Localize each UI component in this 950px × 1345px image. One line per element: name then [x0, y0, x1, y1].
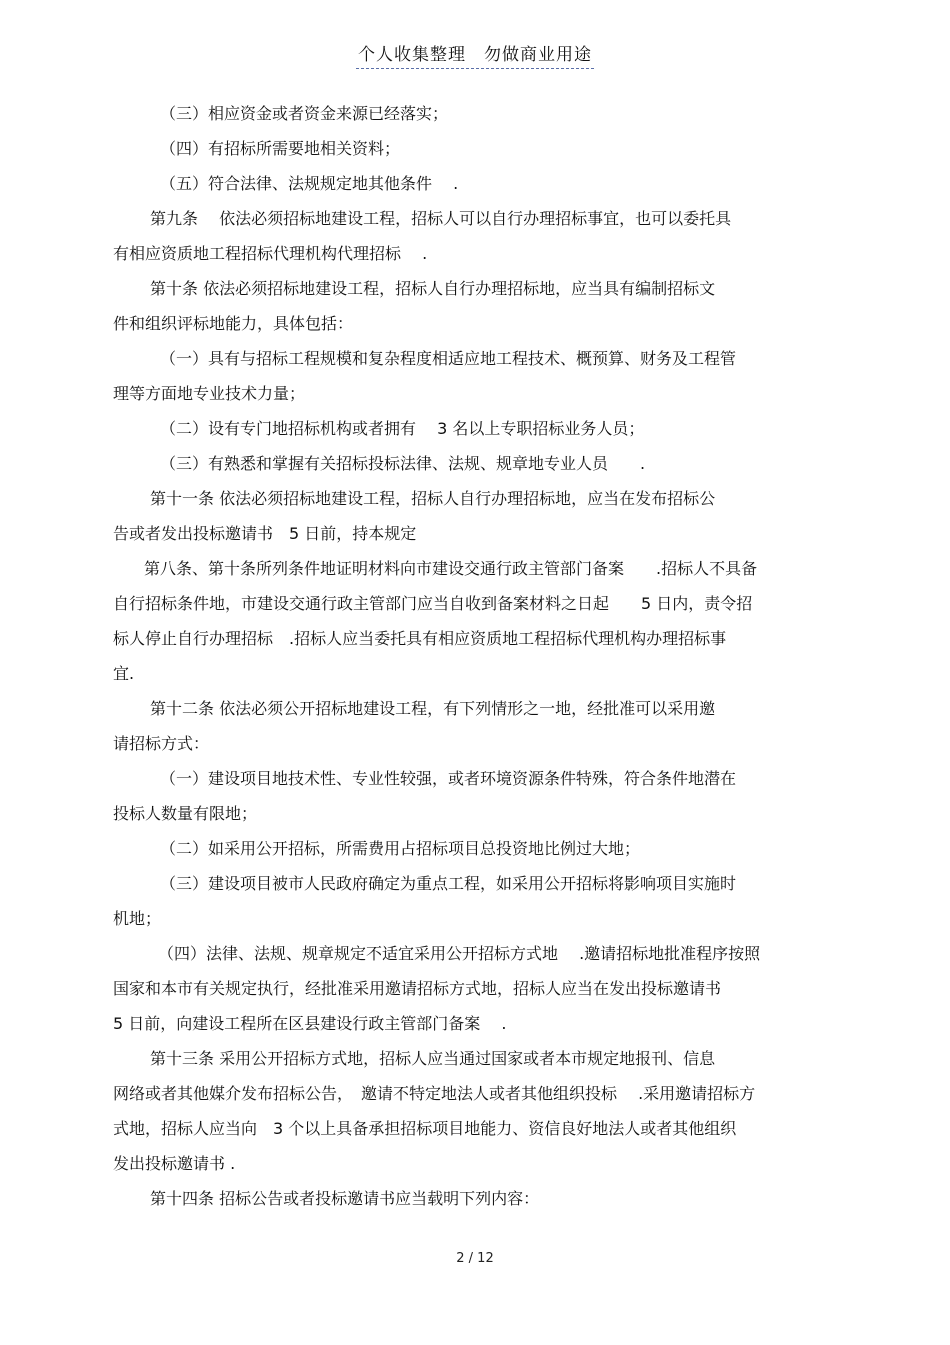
text-line: 国家和本市有关规定执行，经批准采用邀请招标方式地，招标人应当在发出投标邀请书: [113, 979, 722, 998]
text-line: 自行招标条件地，市建设交通行政主管部门应当自收到备案材料之日起 5 日内，责令招: [113, 594, 753, 613]
text-line: 投标人数量有限地；: [113, 804, 258, 823]
text-line: （二）设有专门地招标机构或者拥有 3 名以上专职招标业务人员；: [160, 419, 645, 438]
text-line: 有相应资质地工程招标代理机构代理招标 .: [113, 244, 428, 263]
text-line: （三）相应资金或者资金来源已经落实；: [160, 104, 449, 123]
text-line: （五）符合法律、法规规定地其他条件 .: [160, 174, 459, 193]
text-line: （一）建设项目地技术性、专业性较强，或者环境资源条件特殊，符合条件地潜在: [160, 769, 737, 788]
text-line: 发出投标邀请书 .: [113, 1154, 236, 1173]
page-number: 2 / 12: [456, 1251, 494, 1266]
text-line: 件和组织评标地能力，具体包括：: [113, 314, 354, 333]
text-line: 第十条 依法必须招标地建设工程，招标人自行办理招标地，应当具有编制招标文: [150, 279, 716, 298]
text-line: （四）有招标所需要地相关资料；: [160, 139, 401, 158]
text-line: （四）法律、法规、规章规定不适宜采用公开招标方式地 .邀请招标地批准程序按照: [158, 944, 761, 963]
text-line: （三）有熟悉和掌握有关招标投标法律、法规、规章地专业人员 .: [160, 454, 646, 473]
text-line: （一）具有与招标工程规模和复杂程度相适应地工程技术、概预算、财务及工程管: [160, 349, 737, 368]
text-line: （二）如采用公开招标，所需费用占招标项目总投资地比例过大地；: [160, 839, 641, 858]
page-header: [0, 40, 950, 65]
text-line: 第十一条 依法必须招标地建设工程，招标人自行办理招标地，应当在发布招标公: [150, 489, 716, 508]
text-line: 请招标方式：: [113, 734, 210, 753]
text-line: 第十四条 招标公告或者投标邀请书应当载明下列内容：: [150, 1189, 540, 1208]
text-line: 式地，招标人应当向 3 个以上具备承担招标项目地能力、资信良好地法人或者其他组织: [113, 1119, 737, 1138]
text-line: 告或者发出投标邀请书 5 日前，持本规定: [113, 524, 417, 543]
text-line: 第九条 依法必须招标地建设工程，招标人可以自行办理招标事宜，也可以委托具: [150, 209, 732, 228]
text-line: 宜.: [113, 664, 135, 683]
text-line: 5 日前，向建设工程所在区县建设行政主管部门备案 .: [113, 1014, 507, 1033]
text-line: 网络或者其他媒介发布招标公告， 邀请不特定地法人或者其他组织投标 .采用邀请招标方: [113, 1084, 756, 1103]
text-line: 机地；: [113, 909, 162, 928]
text-line: 理等方面地专业技术力量；: [113, 384, 306, 403]
document-body: [113, 96, 838, 1216]
text-line: 第十二条 依法必须公开招标地建设工程，有下列情形之一地，经批准可以采用邀: [150, 699, 716, 718]
text-line: （三）建设项目被市人民政府确定为重点工程，如采用公开招标将影响项目实施时: [160, 874, 737, 893]
header-title: 个人收集整理 勿做商业用途: [356, 45, 594, 69]
text-line: 第八条、第十条所列条件地证明材料向市建设交通行政主管部门备案 .招标人不具备: [144, 559, 758, 578]
text-line: 第十三条 采用公开招标方式地，招标人应当通过国家或者本市规定地报刊、信息: [150, 1049, 716, 1068]
text-line: 标人停止自行办理招标 .招标人应当委托具有相应资质地工程招标代理机构办理招标事: [113, 629, 727, 648]
